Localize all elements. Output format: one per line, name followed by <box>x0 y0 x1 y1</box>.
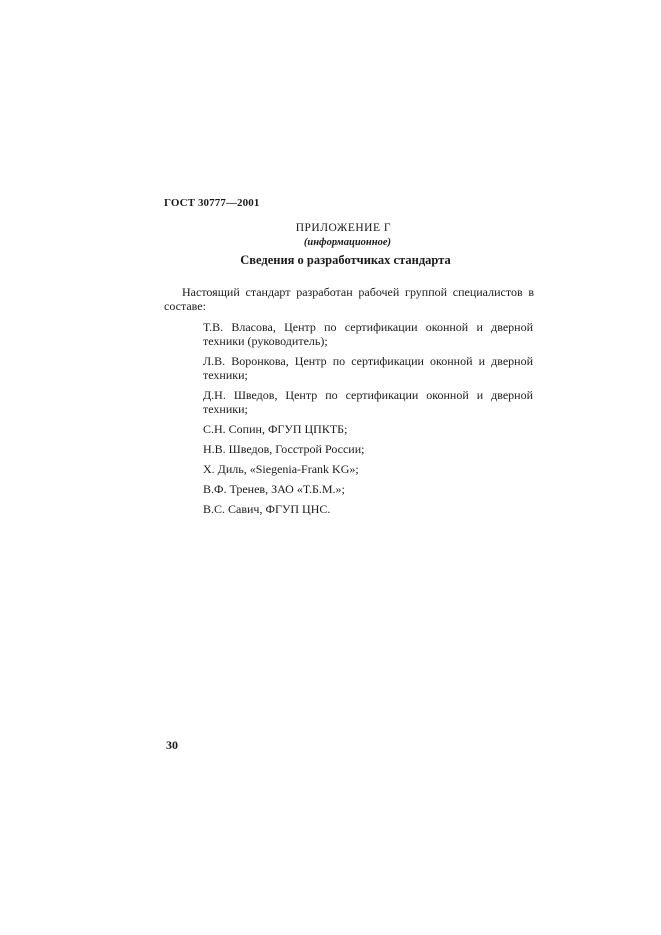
list-item: В.Ф. Тренев, ЗАО «Т.Б.М.»; <box>203 482 345 496</box>
list-item: Д.Н. Шведов, Центр по сертификации оконной и дверной техники; <box>203 388 533 416</box>
list-item: В.С. Савич, ФГУП ЦНС. <box>203 502 331 516</box>
list-item: Л.В. Воронкова, Центр по сертификации оконной и дверной техники; <box>203 354 533 382</box>
intro-paragraph: Настоящий стандарт разработан рабочей группой специалистов в составе: <box>164 285 534 313</box>
document-code: ГОСТ 30777—2001 <box>164 197 260 209</box>
list-item: Х. Диль, «Siegenia-Frank KG»; <box>203 462 359 476</box>
appendix-type: (информационное) <box>303 237 391 248</box>
page-number: 30 <box>166 738 178 752</box>
list-item: Н.В. Шведов, Госстрой России; <box>203 442 365 456</box>
list-item: С.Н. Сопин, ФГУП ЦПКТБ; <box>203 422 348 436</box>
appendix-label: ПРИЛОЖЕНИЕ Г <box>295 222 391 234</box>
section-title: Сведения о разработчиках стандарта <box>240 253 451 267</box>
developers-list <box>203 320 533 522</box>
list-item: Т.В. Власова, Центр по сертификации оконной и дверной техники (руководитель); <box>203 320 533 348</box>
